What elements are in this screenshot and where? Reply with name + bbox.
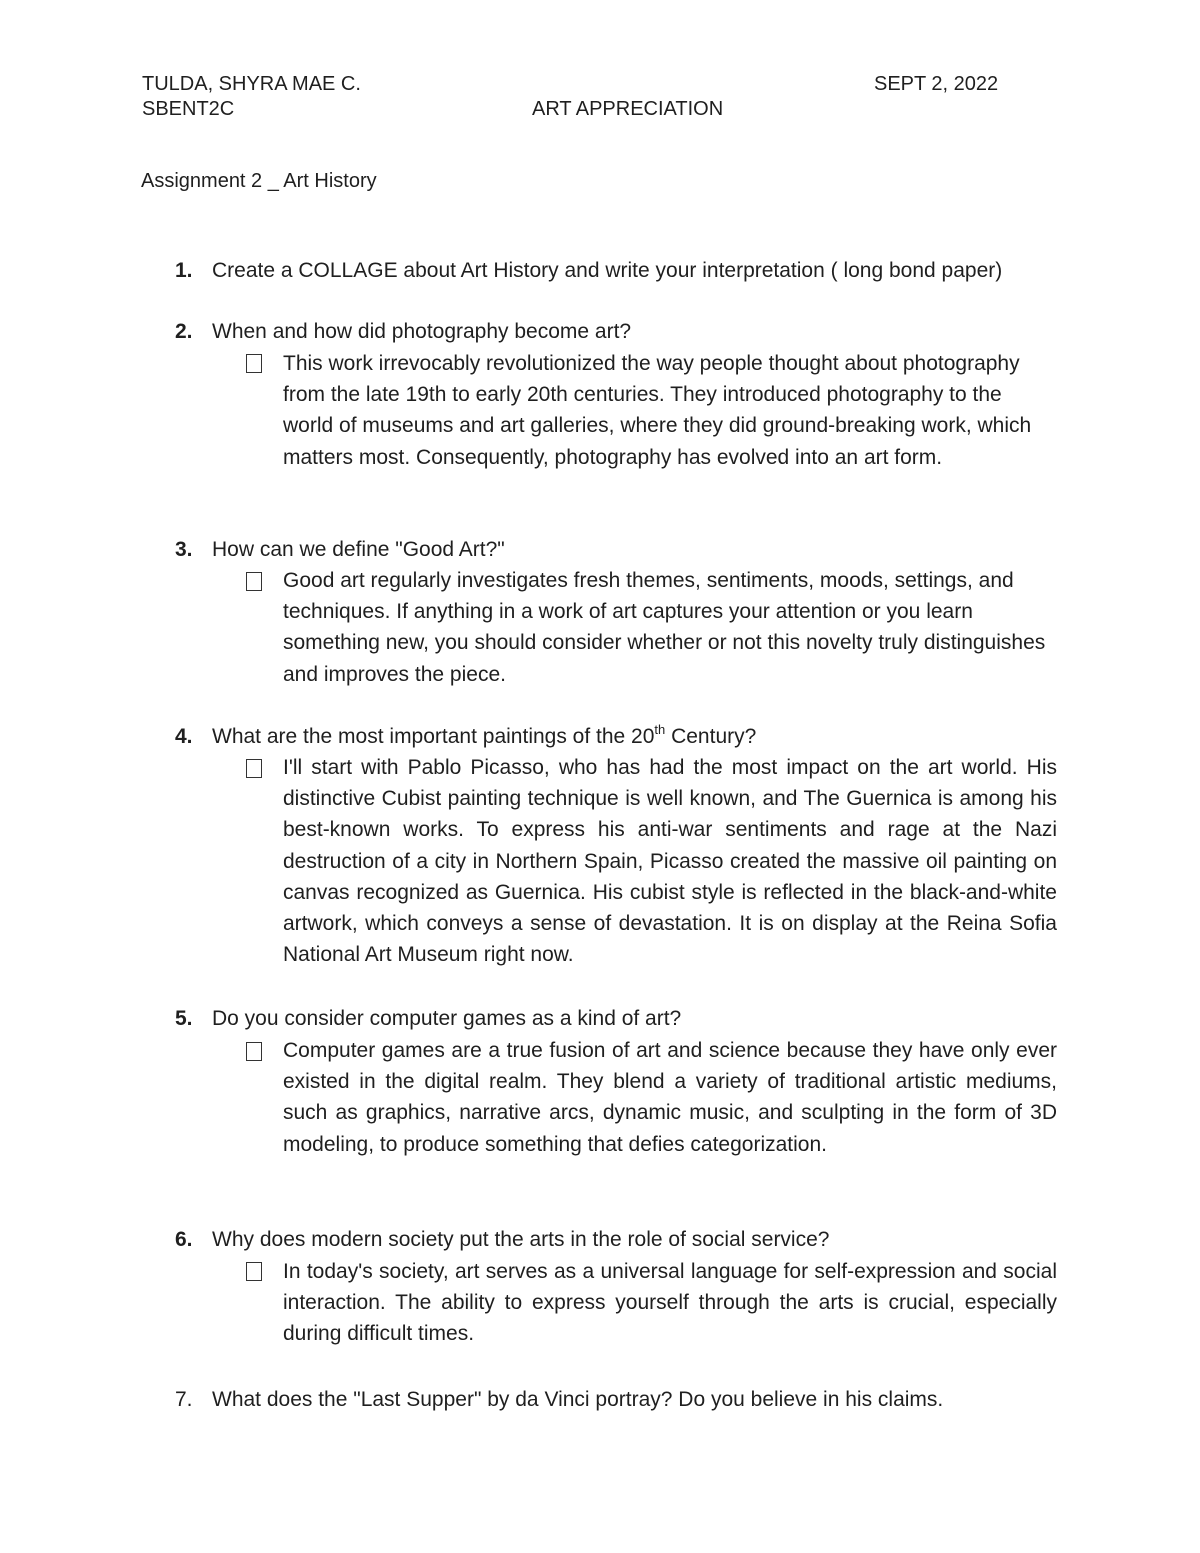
question-2: [175, 316, 1075, 347]
answer-6: In today's society, art serves as a universal language for self-expression and social interaction. The ability to express yourself through the arts is crucial, especially during difficult times.: [283, 1260, 1057, 1346]
question-1: [175, 255, 1075, 286]
question-number: 1.: [175, 259, 193, 282]
student-name: TULDA, SHYRA MAE C.: [142, 73, 361, 95]
question-7: [175, 1384, 1075, 1415]
answer-5: Computer games are a true fusion of art and science because they have only ever existed in the digital realm. They blend a variety of traditional artistic mediums, such as graphics, narrative arcs, dynamic music, and sculpting in the form of 3D modeling, to produce something that defies categorization.: [283, 1039, 1057, 1156]
question-5: [175, 1003, 1075, 1034]
question-number: 5.: [175, 1007, 193, 1030]
question-text: How can we define "Good Art?": [212, 538, 505, 561]
bullet-box-icon: [246, 759, 262, 778]
bullet-box-icon: [246, 354, 262, 373]
question-6: [175, 1224, 1075, 1255]
question-number: 3.: [175, 538, 193, 561]
student-section: SBENT2C: [142, 98, 235, 120]
bullet-box-icon: [246, 1042, 262, 1061]
question-text-end: Century?: [665, 725, 757, 748]
question-4: [175, 721, 1075, 752]
question-number: 6.: [175, 1228, 193, 1251]
document-date: SEPT 2, 2022: [874, 73, 999, 95]
superscript-th: th: [654, 722, 666, 737]
question-3: [175, 534, 1075, 565]
question-number: 4.: [175, 725, 193, 748]
question-number: 7.: [175, 1388, 193, 1411]
question-text: Create a COLLAGE about Art History and write your interpretation ( long bond paper): [212, 259, 1003, 282]
question-text: Why does modern society put the arts in the role of social service?: [212, 1228, 830, 1251]
bullet-box-icon: [246, 1262, 262, 1281]
assignment-title: Assignment 2 _ Art History: [141, 170, 377, 192]
answer-2: This work irrevocably revolutionized the way people thought about photography from the late 19th to early 20th centuries. They introduced photography to the world of museums and art galleries, where they did ground-breaking work, which matters most. Consequently, photography has evolved into an art form.: [283, 352, 1032, 469]
answer-4: I'll start with Pablo Picasso, who has had the most impact on the art world. His distinctive Cubist painting technique is well known, and The Guernica is among his best-known works. To express his anti-war sentiments and rage at the Nazi destruction of a city in Northern Spain, Picasso created the massive oil painting on canvas recognized as Guernica. His cubist style is reflected in the black-and-white artwork, which conveys a sense of devastation. It is on display at the Reina Sofia National Art Museum right now.: [283, 756, 1057, 967]
course-title: ART APPRECIATION: [532, 98, 724, 120]
bullet-box-icon: [246, 572, 262, 591]
question-text: What are the most important paintings of the 20: [212, 725, 655, 748]
question-number: 2.: [175, 320, 193, 343]
question-text: When and how did photography become art?: [212, 320, 632, 343]
answer-3: Good art regularly investigates fresh themes, sentiments, moods, settings, and techniques. If anything in a work of art captures your attention or you learn something new, you should consider whether or not this novelty truly distinguishes and improves the piece.: [283, 569, 1046, 686]
question-text: Do you consider computer games as a kind of art?: [212, 1007, 682, 1030]
question-text: What does the "Last Supper" by da Vinci portray? Do you believe in his claims.: [212, 1388, 944, 1411]
